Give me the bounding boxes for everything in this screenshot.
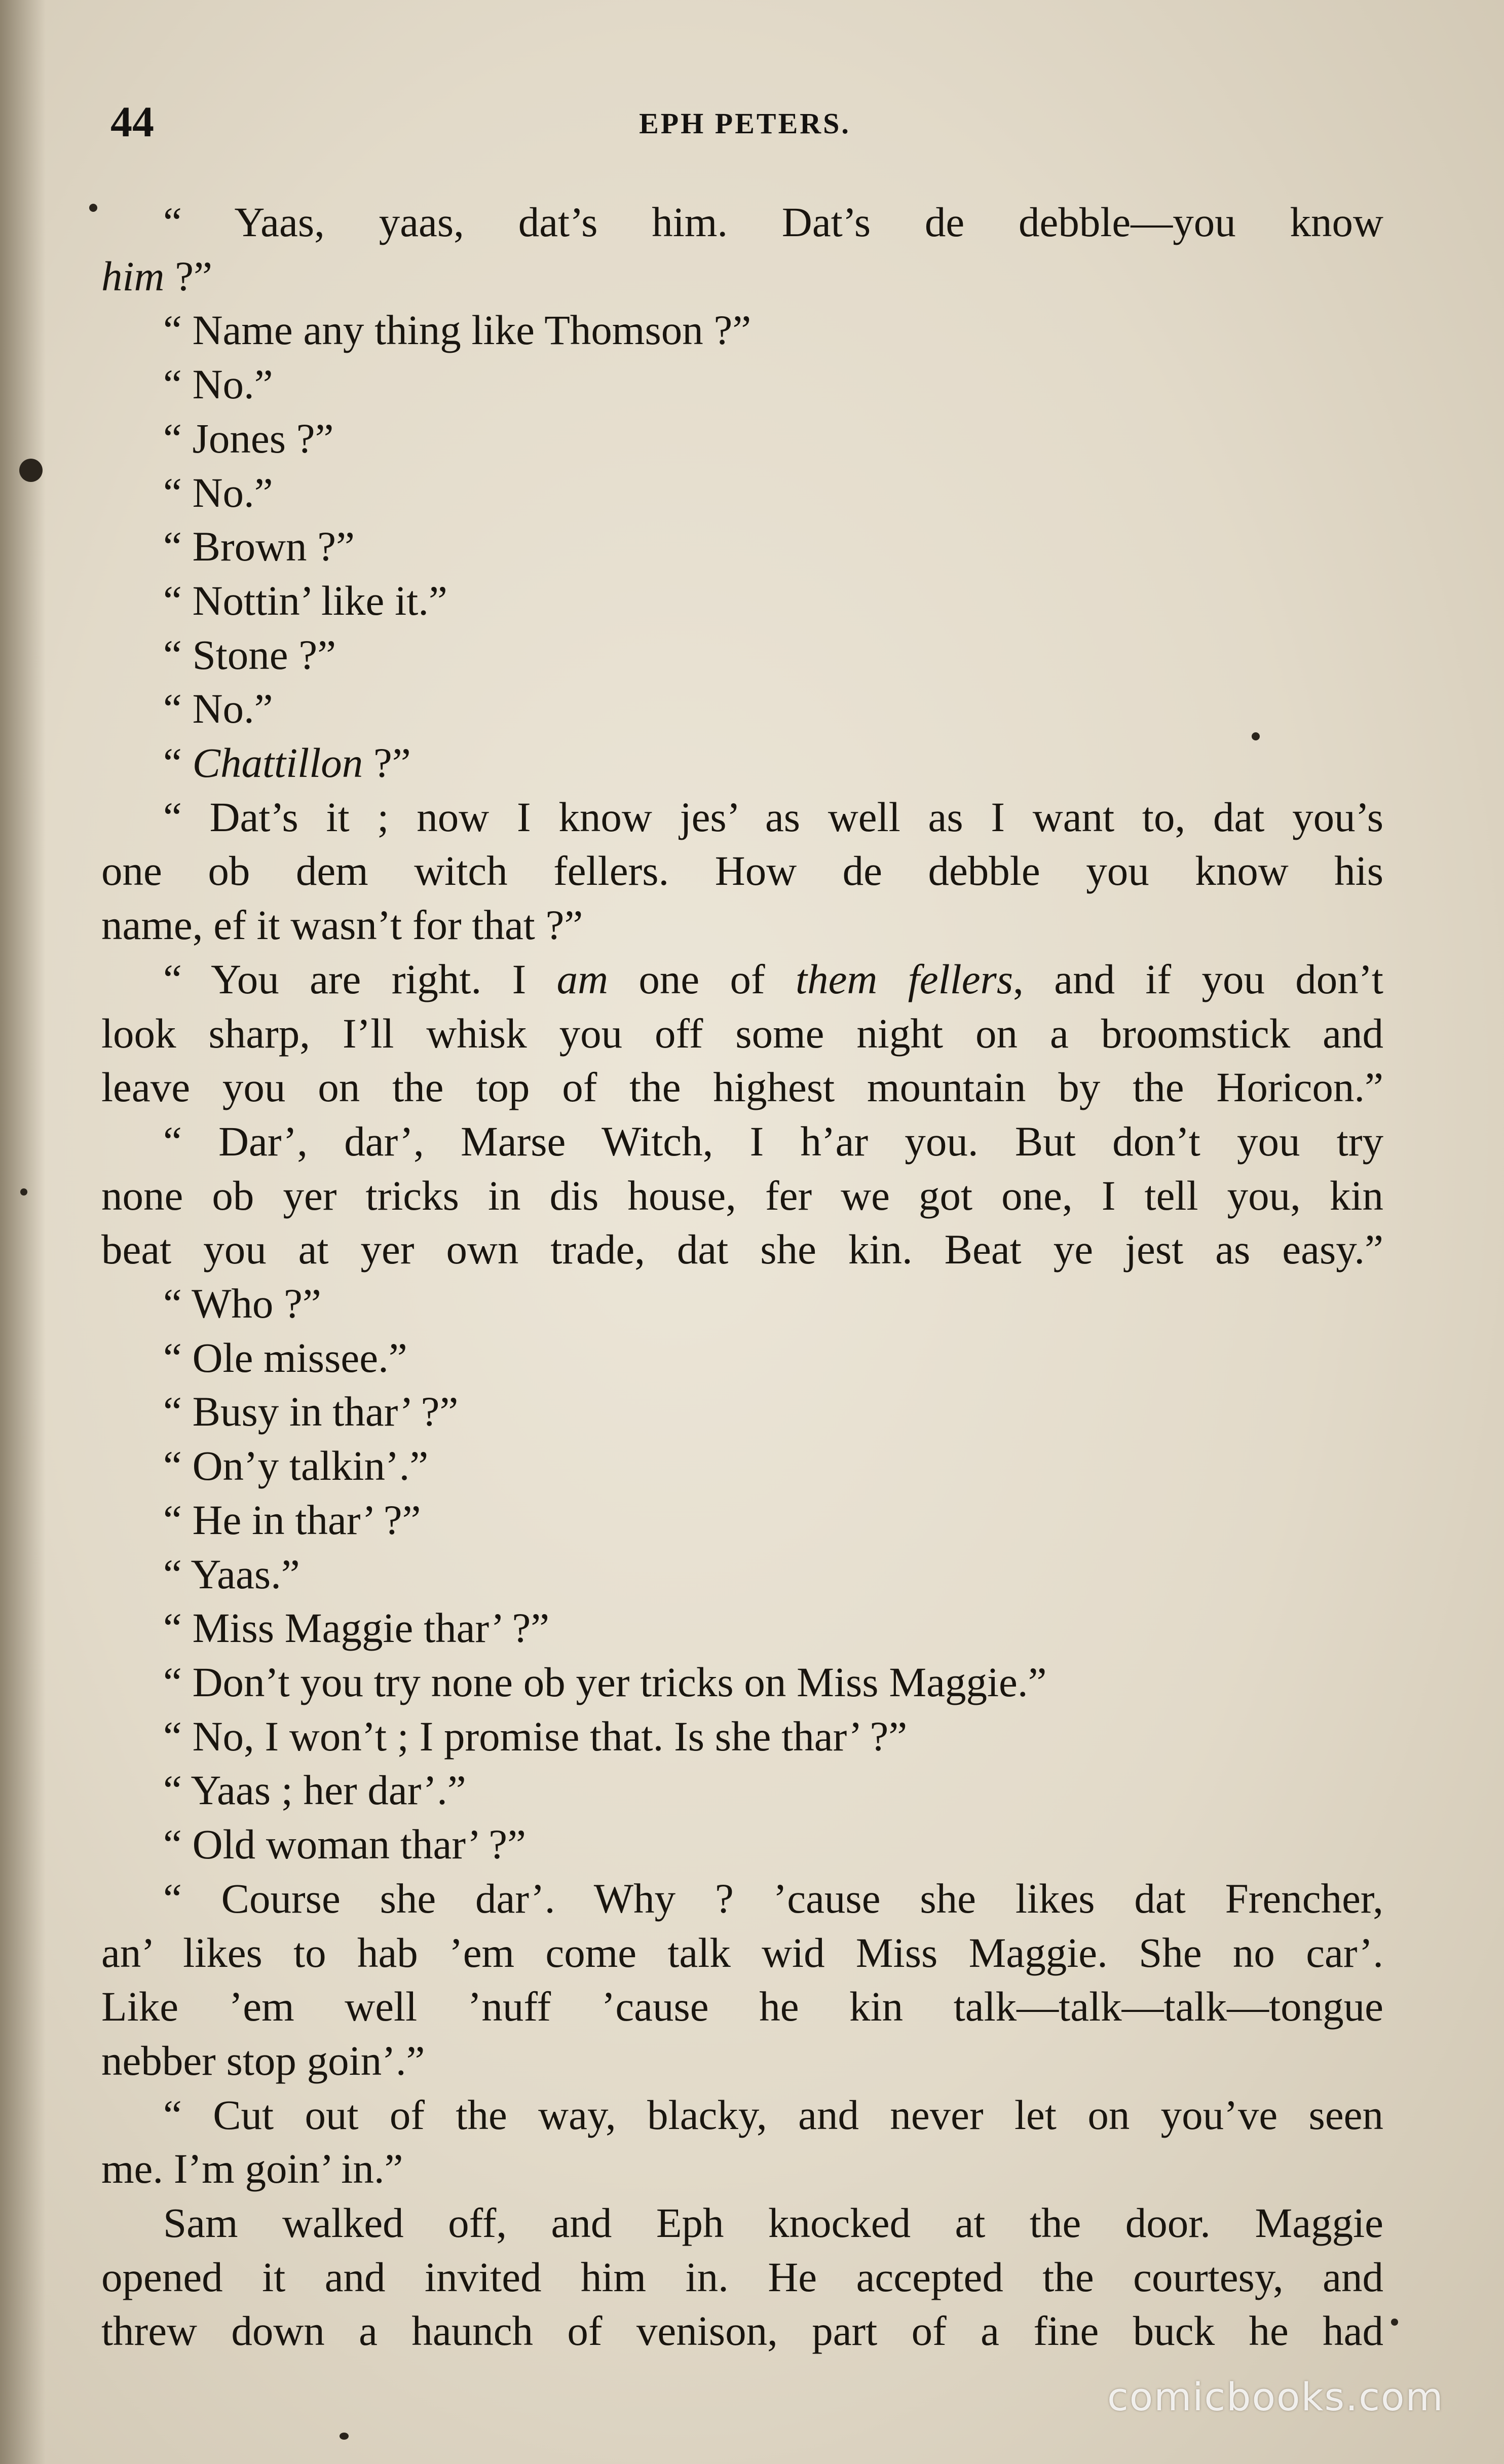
dialogue-line: “ Yaas.” [163,1550,300,1597]
ink-spot [340,2433,349,2440]
italic-word: am [556,955,609,1002]
dialogue-line: “ Miss Maggie thar’ ?” [163,1604,550,1652]
dialogue-line: “ No.” [163,469,273,516]
text-line: “ Cut out of the way, blacky, and never let on you’ve seen [163,2091,1383,2138]
text-line [101,249,1383,304]
italic-word: him [101,252,165,300]
text-line: beat you at yer own trade, dat she kin. Beat ye jest as easy.” [101,1226,1383,1273]
binding-shadow [0,0,46,2464]
dialogue-line: “ Name any thing like Thomson ?” [163,307,751,354]
text-line: threw down a haunch of venison, part of a fine buck he had [101,2307,1383,2355]
text-fragment: ?” [363,739,411,787]
text-fragment: ?” [164,252,212,300]
dialogue-line: “ Yaas ; her dar’.” [163,1767,466,1814]
dialogue-line: “ Who ?” [163,1280,321,1327]
running-head: EPH PETERS. [639,107,851,140]
text-line: an’ likes to hab ’em come talk wid Miss Maggie. She no car’. [101,1929,1383,1976]
italic-word: Chattillon [192,739,363,787]
dialogue-line: “ Stone ?” [163,631,336,678]
dialogue-line: “ Busy in thar’ ?” [163,1388,459,1435]
text-line: nebber stop goin’.” [101,2037,425,2084]
text-line: opened it and invited him in. He accepted the courtesy, and [101,2253,1383,2300]
dialogue-line: “ He in thar’ ?” [163,1496,421,1543]
dialogue-line: “ Brown ?” [163,523,355,570]
text-line: leave you on the top of the highest mountain by the Horicon.” [101,1064,1383,1111]
text-line: “ Course she dar’. Why ? ’cause she likes dat Frencher, [163,1875,1383,1922]
dialogue-line: “ Ole missee.” [163,1334,407,1381]
dialogue-line [101,736,1383,790]
text-line: Sam walked off, and Eph knocked at the door. Maggie [163,2199,1383,2247]
dialogue-line: “ On’y talkin’.” [163,1442,429,1489]
text-line [101,952,1383,1006]
dialogue-line: “ Nottin’ like it.” [163,577,447,624]
ink-spot [1252,732,1260,740]
dialogue-line: “ Jones ?” [163,415,334,462]
italic-phrase: them fellers [796,955,1013,1002]
body-text [101,195,1383,2358]
page-header [101,96,1388,152]
text-line: “ Dar’, dar’, Marse Witch, I h’ar you. But don’t you try [163,1117,1383,1165]
text-fragment: one of [608,955,796,1002]
watermark: comicbooks.com [1107,2374,1444,2419]
text-line: name, ef it wasn’t for that ?” [101,902,583,949]
text-line: none ob yer tricks in dis house, fer we got one, I tell you, kin [101,1172,1383,1219]
ink-spot [19,459,43,482]
ink-spot [89,204,97,212]
dialogue-line: “ No.” [163,361,273,408]
dialogue-line: “ Don’t you try none ob yer tricks on Miss Maggie.” [163,1658,1047,1705]
text-fragment: “ You are right. I [163,955,557,1002]
text-line: me. I’m goin’ in.” [101,2145,403,2192]
ink-spot [20,1188,27,1196]
dialogue-line: “ No.” [163,685,273,732]
text-fragment: “ [163,739,193,787]
text-line: Like ’em well ’nuff ’cause he kin talk—talk—talk—tongue [101,1983,1383,2030]
text-line: one ob dem witch fellers. How de debble you know his [101,847,1383,894]
text-line: “ Dat’s it ; now I know jes’ as well as I want to, dat you’s [163,793,1383,840]
ink-spot [1391,2319,1398,2326]
text-line: “ Yaas, yaas, dat’s him. Dat’s de debble—you know [163,199,1383,245]
text-fragment: , and if you don’t [1013,955,1383,1002]
dialogue-line: “ Old woman thar’ ?” [163,1821,526,1868]
page-number: 44 [110,97,154,146]
text-line: look sharp, I’ll whisk you off some night on a broomstick and [101,1010,1383,1057]
dialogue-line: “ No, I won’t ; I promise that. Is she thar’ ?” [163,1712,908,1760]
